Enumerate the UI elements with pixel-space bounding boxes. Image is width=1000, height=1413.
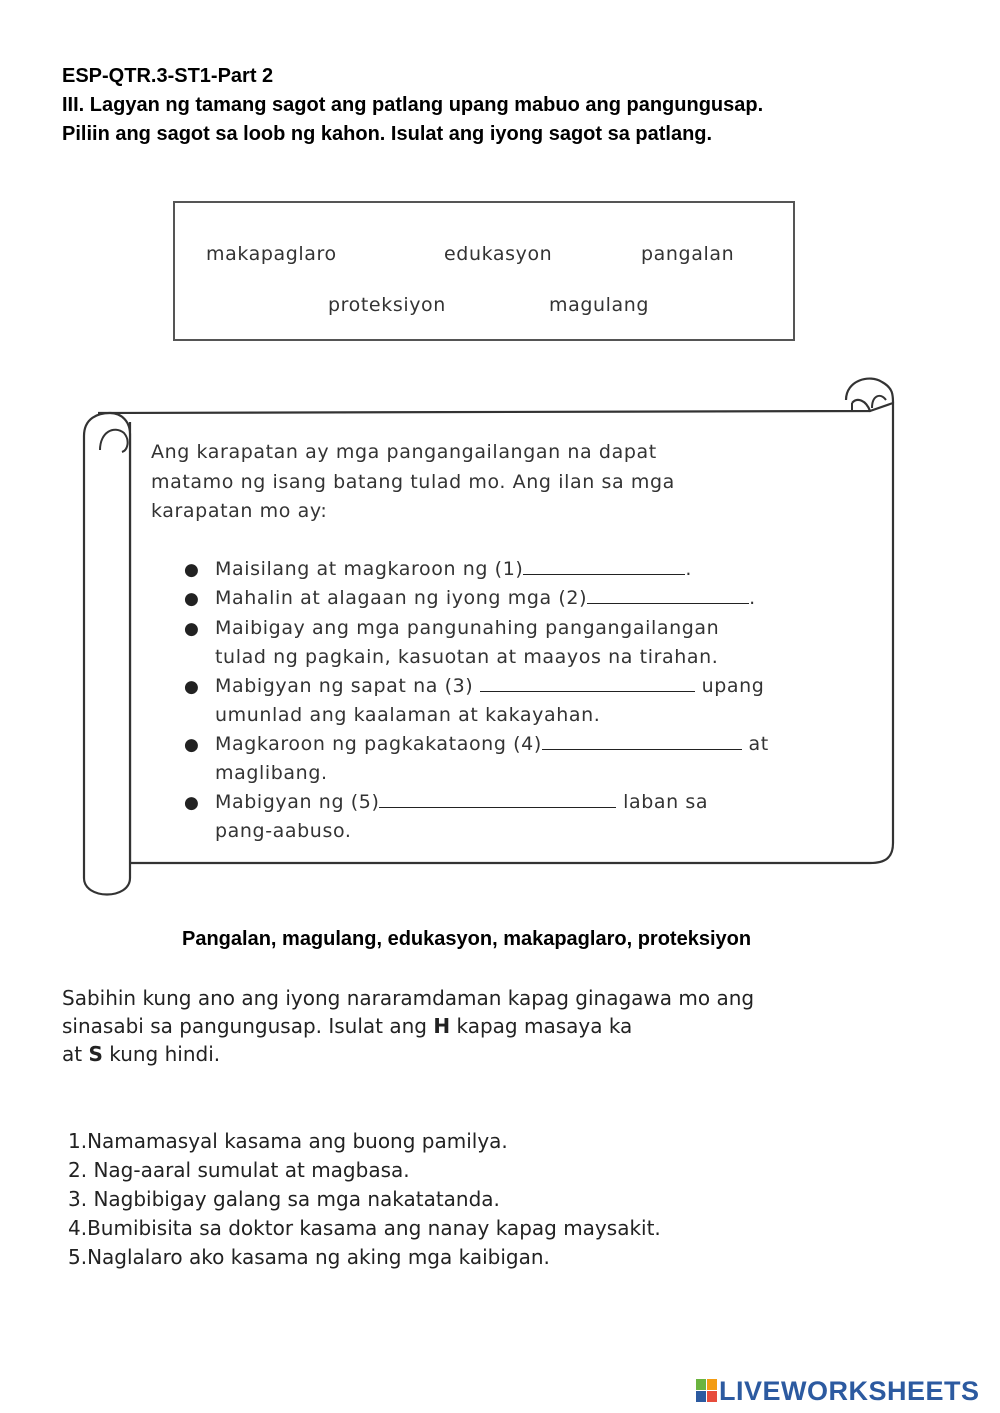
right-item-5-line-2: maglibang. — [215, 762, 328, 784]
statement-4: 4.Bumibisita sa doktor kasama ang nanay kapag maysakit. — [68, 1216, 661, 1240]
bullet-icon: ● — [184, 793, 200, 813]
scroll-intro-2: matamo ng isang batang tulad mo. Ang ilan sa mga — [151, 471, 675, 493]
scroll-intro-1: Ang karapatan ay mga pangangailangan na dapat — [151, 441, 657, 463]
answer-blank-2[interactable] — [587, 585, 749, 604]
instructions-line-2: sinasabi sa pangungusap. Isulat ang H kapag masaya ka — [62, 1014, 633, 1038]
word-box-item: magulang — [549, 294, 650, 316]
word-box-item: pangalan — [641, 243, 735, 265]
right-item-5: Magkaroon ng pagkakataong (4) at — [215, 733, 769, 755]
bullet-icon: ● — [184, 560, 200, 580]
right-item-4: Mabigyan ng sapat na (3) upang — [215, 675, 765, 697]
right-item-1: Maisilang at magkaroon ng (1) . — [215, 558, 693, 580]
bullet-icon: ● — [184, 735, 200, 755]
word-box-item: makapaglaro — [206, 243, 337, 265]
statement-2: 2. Nag-aaral sumulat at magbasa. — [68, 1158, 410, 1182]
word-box-item: proteksiyon — [328, 294, 446, 316]
answer-blank-1[interactable] — [523, 556, 685, 575]
right-item-2: Mahalin at alagaan ng iyong mga (2) . — [215, 587, 756, 609]
statement-3: 3. Nagbibigay galang sa mga nakatatanda. — [68, 1187, 500, 1211]
right-item-4-line-2: umunlad ang kaalaman at kakayahan. — [215, 704, 601, 726]
answer-key-line: Pangalan, magulang, edukasyon, makapaglaro, proteksiyon — [182, 928, 752, 950]
right-item-3-line-2: tulad ng pagkain, kasuotan at maayos na tirahan. — [215, 646, 719, 668]
bullet-icon: ● — [184, 589, 200, 609]
answer-blank-3[interactable] — [480, 673, 695, 692]
right-item-3-line-1: Maibigay ang mga pangunahing pangangailangan — [215, 617, 720, 639]
statement-1: 1.Namamasyal kasama ang buong pamilya. — [68, 1129, 508, 1153]
answer-blank-4[interactable] — [542, 731, 742, 750]
scroll-intro-3: karapatan mo ay: — [151, 500, 328, 522]
bullet-icon: ● — [184, 677, 200, 697]
liveworksheets-logo-icon — [696, 1379, 718, 1403]
bullet-icon: ● — [184, 619, 200, 639]
right-item-6: Mabigyan ng (5) laban sa — [215, 791, 709, 813]
worksheet-code: ESP-QTR.3-ST1-Part 2 — [62, 65, 274, 87]
instructions-line-3: at S kung hindi. — [62, 1042, 221, 1066]
right-item-6-line-2: pang-aabuso. — [215, 820, 352, 842]
word-box-item: edukasyon — [444, 243, 553, 265]
instructions-line-1: Sabihin kung ano ang iyong nararamdaman kapag ginagawa mo ang — [62, 986, 755, 1010]
instruction-line-1: III. Lagyan ng tamang sagot ang patlang upang mabuo ang pangungusap. — [62, 94, 764, 116]
answer-blank-5[interactable] — [379, 789, 616, 808]
statement-5: 5.Naglalaro ako kasama ng aking mga kaibigan. — [68, 1245, 550, 1269]
instruction-line-2: Piliin ang sagot sa loob ng kahon. Isulat ang iyong sagot sa patlang. — [62, 123, 713, 145]
liveworksheets-logo-text[interactable]: LIVEWORKSHEETS — [719, 1376, 980, 1406]
